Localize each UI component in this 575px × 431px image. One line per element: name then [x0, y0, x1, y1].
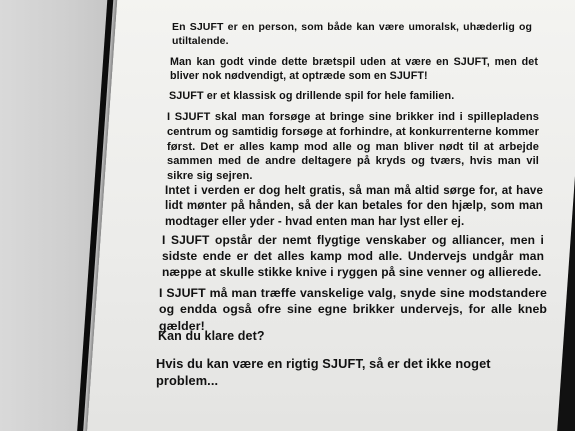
paragraph-4: I SJUFT skal man forsøge at bringe sine brikker ind i spillepladens centrum og samtidig forsøge at forhindre, at konkurrenterne kommer først. Det er alles kamp mod alle og man bliver nødt til at arbejde sammen med de andre deltagere på kryds og tværs, hvis man vil sikre sig sejren.	[167, 111, 539, 182]
paragraph-7: I SJUFT må man træffe vanskelige valg, snyde sine modstandere og endda også ofre sine egne brikker undervejs, for alle kneb gælder!	[159, 286, 547, 333]
paragraph-9: Hvis du kan være en rigtig SJUFT, så er det ikke noget problem...	[156, 356, 491, 389]
paragraph-1: En SJUFT er en person, som både kan være umoralsk, uhæderlig og utiltalende.	[172, 21, 532, 47]
paragraph-6: I SJUFT opstår der nemt flygtige venskaber og alliancer, men i sidste ende er det alles kamp mod alle. Undervejs undgår man næppe at skulle stikke knive i ryggen på sine venner og allierede.	[162, 233, 544, 279]
paragraph-8: Kan du klare det?	[158, 329, 265, 343]
paragraph-5: Intet i verden er dog helt gratis, så man må altid sørge for, at have lidt mønter på hånden, så der kan betales for den hjælp, som man modtager eller yder - hvad enten man har lyst eller ej.	[165, 184, 543, 228]
paragraph-3: SJUFT er et klassisk og drillende spil for hele familien.	[169, 90, 455, 102]
paragraph-2: Man kan godt vinde dette brætspil uden at være en SJUFT, men det bliver nok nødvendigt, at optræde som en SJUFT!	[170, 56, 538, 83]
